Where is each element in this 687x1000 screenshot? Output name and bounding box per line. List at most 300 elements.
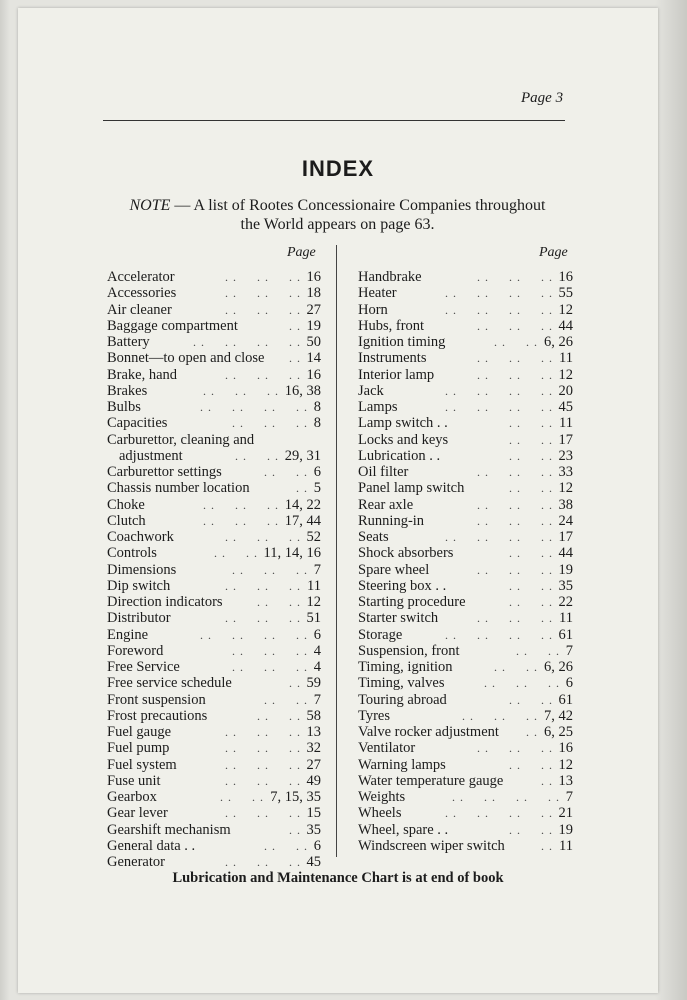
index-page-ref: 27 <box>306 756 321 773</box>
leader-dots: . . . . . . <box>203 497 279 512</box>
leader-dots: . . . . . . <box>484 676 560 691</box>
index-page-ref: 12 <box>558 480 573 497</box>
index-entry <box>358 318 573 334</box>
index-entry <box>358 643 573 659</box>
leader-dots: . . . . . . <box>477 367 553 382</box>
index-term: Warning lamps <box>358 756 446 773</box>
index-term: Chassis number location <box>107 480 250 497</box>
index-page-ref: 35 <box>558 577 573 594</box>
leader-dots: . . . . <box>257 595 301 609</box>
leader-dots: . . . . . . <box>225 270 301 284</box>
index-term: Instruments <box>358 350 427 367</box>
index-term: Choke <box>107 496 145 513</box>
index-entry <box>107 448 321 464</box>
index-entry <box>107 692 321 708</box>
index-page-ref: 15 <box>306 805 321 822</box>
leader-dots: . . . . . . <box>477 741 553 756</box>
index-entry <box>358 773 573 789</box>
note-line-1: — A list of Rootes Concessionaire Companies throughout <box>170 197 546 214</box>
manual-page <box>18 8 658 993</box>
page-number: Page 3 <box>521 90 564 106</box>
index-page-ref: 19 <box>306 317 321 334</box>
index-page-ref: 16 <box>558 269 573 285</box>
index-entry <box>358 594 573 610</box>
leader-dots: . . <box>526 725 538 739</box>
index-entry <box>358 415 573 431</box>
index-page-ref: 6 <box>313 626 321 643</box>
index-page-ref: 18 <box>306 285 321 302</box>
index-page-ref: 16 <box>306 269 321 285</box>
index-left-column <box>107 269 321 870</box>
index-page-ref: 20 <box>558 382 573 399</box>
index-term: Carburettor settings <box>107 464 222 480</box>
index-entry <box>107 350 321 366</box>
index-page-ref: 59 <box>306 675 321 692</box>
index-page-ref: 51 <box>306 610 321 627</box>
index-term: Weights <box>358 789 406 805</box>
index-page-ref: 44 <box>558 317 573 334</box>
leader-dots: . . . . <box>516 643 560 658</box>
index-term: Foreword <box>107 642 164 659</box>
index-page-ref: 16 <box>306 366 321 383</box>
leader-dots: . . . . . . . . <box>445 286 553 301</box>
index-page-ref: 7 <box>313 561 321 578</box>
index-entry <box>107 643 321 659</box>
index-term: Hubs, front <box>358 317 425 334</box>
index-page-ref: 6 <box>313 837 321 854</box>
index-entry <box>358 497 573 513</box>
index-entry <box>107 302 321 318</box>
index-page-ref: 38 <box>558 496 573 513</box>
leader-dots: . . . . . . <box>477 270 553 284</box>
index-entry <box>107 659 321 675</box>
index-page-ref: 35 <box>306 821 321 838</box>
leader-dots: . . . . . . <box>225 855 301 869</box>
index-entry <box>107 529 321 545</box>
index-term: Dimensions <box>107 561 177 578</box>
index-entry <box>358 708 573 724</box>
leader-dots: . . . . . . <box>477 465 553 479</box>
leader-dots: . . <box>289 676 301 691</box>
index-entry <box>107 838 321 854</box>
index-term: Lubrication . . <box>358 447 441 464</box>
index-entry <box>358 529 573 545</box>
leader-dots: . . . . . . <box>232 562 308 577</box>
index-page-ref: 32 <box>306 740 321 757</box>
index-entry <box>358 513 573 529</box>
index-entry <box>107 399 321 415</box>
index-page-ref: 61 <box>558 626 573 643</box>
index-page-ref: 55 <box>558 285 573 302</box>
leader-dots: . . . . <box>509 416 553 431</box>
index-entry <box>358 480 573 496</box>
index-entry <box>107 805 321 821</box>
leader-dots: . . . . <box>509 432 553 447</box>
index-entry <box>107 562 321 578</box>
leader-dots: . . . . <box>494 335 538 349</box>
leader-dots: . . . . . . . . <box>445 806 553 821</box>
index-term: Steering box . . <box>358 577 447 594</box>
index-term: Fuel system <box>107 756 177 773</box>
index-entry <box>358 805 573 821</box>
leader-dots: . . . . . . <box>225 725 301 739</box>
index-term: Accelerator <box>107 269 175 285</box>
page-title: INDEX <box>301 156 375 181</box>
leader-dots: . . . . <box>220 790 264 804</box>
index-term: Timing, ignition <box>358 659 453 675</box>
index-term: Shock absorbers <box>358 545 454 562</box>
index-page-ref: 11 <box>559 837 573 854</box>
index-term: Coachwork <box>107 529 174 545</box>
note-paragraph <box>106 196 569 234</box>
index-term: Lamp switch . . <box>358 415 448 432</box>
leader-dots: . . . . <box>494 660 538 674</box>
index-term: General data . . <box>107 837 196 854</box>
leader-dots: . . . . . . . . <box>445 627 553 642</box>
index-entry <box>107 789 321 805</box>
index-page-ref: 7, 42 <box>544 707 573 724</box>
index-page-ref: 11 <box>559 350 573 367</box>
index-page-ref: 6 <box>313 464 321 480</box>
index-term: Touring abroad <box>358 691 447 708</box>
index-term: Seats <box>358 529 389 545</box>
index-term: Capacities <box>107 415 168 432</box>
index-page-ref: 12 <box>558 366 573 383</box>
index-entry <box>358 545 573 561</box>
index-term: Fuel pump <box>107 740 170 757</box>
index-page-ref: 45 <box>558 399 573 415</box>
index-page-ref: 7 <box>313 691 321 708</box>
index-term: Oil filter <box>358 464 409 480</box>
column-divider <box>336 245 337 857</box>
index-term: Handbrake <box>358 269 422 285</box>
index-term: Lamps <box>358 399 398 415</box>
leader-dots: . . . . <box>509 822 553 837</box>
index-page-ref: 7 <box>565 642 573 659</box>
index-term: Bonnet—to open and close <box>107 350 265 367</box>
leader-dots: . . . . . . <box>477 318 553 333</box>
index-page-ref: 17, 44 <box>284 512 321 529</box>
leader-dots: . . . . . . . . <box>200 400 308 414</box>
index-entry <box>107 594 321 610</box>
index-page-ref: 21 <box>558 805 573 822</box>
index-entry <box>358 627 573 643</box>
index-page-ref: 17 <box>558 529 573 545</box>
index-page-ref: 12 <box>558 301 573 318</box>
index-term: Engine <box>107 626 149 643</box>
leader-dots: . . . . . . <box>203 513 279 528</box>
index-page-ref: 12 <box>558 756 573 773</box>
index-term: Free service schedule <box>107 675 232 692</box>
leader-dots: . . . . <box>264 465 308 479</box>
leader-dots: . . . . <box>509 595 553 609</box>
index-entry <box>107 822 321 838</box>
index-page-ref: 19 <box>558 561 573 578</box>
index-term: Wheel, spare . . <box>358 821 449 838</box>
index-term: Spare wheel <box>358 561 430 578</box>
index-entry <box>358 464 573 480</box>
index-page-ref: 19 <box>558 821 573 838</box>
index-page-ref: 45 <box>306 854 321 870</box>
index-page-ref: 14, 22 <box>284 496 321 513</box>
index-term: Heater <box>358 285 397 302</box>
index-term: Clutch <box>107 512 146 529</box>
leader-dots: . . . . <box>509 546 553 561</box>
index-term: Rear axle <box>358 496 414 513</box>
leader-dots: . . . . <box>214 546 258 561</box>
index-term: Battery <box>107 334 150 350</box>
leader-dots: . . . . <box>509 757 553 772</box>
leader-dots: . . <box>296 481 308 496</box>
leader-dots: . . . . . . <box>203 383 279 398</box>
leader-dots: . . . . <box>509 448 553 463</box>
leader-dots: . . <box>541 838 553 853</box>
index-term: Tyres <box>358 707 391 724</box>
leader-dots: . . . . . . <box>225 302 301 317</box>
footer-note: Lubrication and Maintenance Chart is at end of book <box>172 870 504 886</box>
index-page-ref: 14 <box>306 350 321 367</box>
index-term: Timing, valves <box>358 675 445 692</box>
leader-dots: . . . . . . . . <box>445 530 553 544</box>
index-entry <box>107 740 321 756</box>
index-entry <box>358 578 573 594</box>
index-term: Controls <box>107 545 157 562</box>
index-entry <box>107 318 321 334</box>
index-term: Ventilator <box>358 740 416 757</box>
left-column-header: Page <box>287 245 316 260</box>
index-term: Frost precautions <box>107 707 208 724</box>
leader-dots: . . . . . . . . <box>200 627 308 642</box>
index-entry <box>107 480 321 496</box>
index-page-ref: 6, 26 <box>544 659 573 675</box>
index-term: Jack <box>358 382 384 399</box>
index-entry <box>358 692 573 708</box>
index-entry <box>358 367 573 383</box>
index-entry <box>358 724 573 740</box>
index-entry <box>107 724 321 740</box>
index-page-ref: 29, 31 <box>284 447 321 464</box>
index-term: Front suspension <box>107 691 206 708</box>
index-entry <box>107 627 321 643</box>
index-term: adjustment <box>119 447 183 464</box>
index-page-ref: 7 <box>565 789 573 805</box>
index-page-ref: 49 <box>306 772 321 789</box>
index-term: Baggage compartment <box>107 317 238 334</box>
index-entry <box>107 578 321 594</box>
index-entry <box>358 269 573 285</box>
index-term: Gear lever <box>107 805 168 822</box>
index-term: Storage <box>358 626 403 643</box>
index-right-column <box>358 269 573 854</box>
index-term: Ignition timing <box>358 334 446 350</box>
index-page-ref: 4 <box>313 642 321 659</box>
index-term: Accessories <box>107 285 177 302</box>
index-page-ref: 7, 15, 35 <box>270 789 321 805</box>
index-term: Panel lamp switch <box>358 480 465 497</box>
leader-dots: . . . . . . . . <box>445 400 553 414</box>
index-page-ref: 12 <box>306 594 321 610</box>
index-term: Starter switch <box>358 610 439 627</box>
index-page-ref: 27 <box>306 301 321 318</box>
index-entry <box>107 545 321 561</box>
leader-dots: . . . . . . <box>232 660 308 674</box>
index-entry <box>107 464 321 480</box>
index-term: Dip switch <box>107 577 171 594</box>
leader-dots: . . . . . . <box>477 351 553 366</box>
index-term: Free Service <box>107 659 180 675</box>
index-entry <box>107 415 321 431</box>
leader-dots: . . . . <box>264 838 308 853</box>
index-term: Windscreen wiper switch <box>358 837 505 854</box>
index-entry <box>358 285 573 301</box>
index-term: Running-in <box>358 512 425 529</box>
index-entry <box>358 350 573 366</box>
leader-dots: . . . . . . <box>232 416 308 431</box>
index-entry <box>107 708 321 724</box>
leader-dots: . . . . <box>264 692 308 707</box>
index-page-ref: 6, 26 <box>544 334 573 350</box>
leader-dots: . . . . . . <box>477 611 553 626</box>
index-page-ref: 5 <box>313 480 321 497</box>
index-page-ref: 52 <box>306 529 321 545</box>
leader-dots: . . . . <box>509 481 553 496</box>
index-term: Direction indicators <box>107 594 223 610</box>
index-entry <box>358 789 573 805</box>
leader-dots: . . . . . . <box>225 530 301 544</box>
index-entry <box>358 562 573 578</box>
index-page-ref: 44 <box>558 545 573 562</box>
header-rule <box>103 120 565 121</box>
index-entry <box>358 383 573 399</box>
index-entry <box>107 513 321 529</box>
leader-dots: . . . . . . <box>225 367 301 382</box>
index-term: Suspension, front <box>358 642 460 659</box>
index-page-ref: 50 <box>306 334 321 350</box>
leader-dots: . . . . . . . . <box>445 302 553 317</box>
leader-dots: . . <box>289 822 301 837</box>
index-entry <box>358 838 573 854</box>
leader-dots: . . . . <box>257 708 301 723</box>
leader-dots: . . . . . . <box>225 611 301 626</box>
index-page-ref: 16, 38 <box>284 382 321 399</box>
leader-dots: . . . . <box>235 448 279 463</box>
leader-dots: . . . . . . . . <box>452 790 560 804</box>
index-entry <box>107 367 321 383</box>
index-entry <box>358 740 573 756</box>
index-entry <box>107 610 321 626</box>
leader-dots: . . <box>541 773 553 788</box>
leader-dots: . . . . . . <box>477 562 553 577</box>
index-page-ref: 4 <box>313 659 321 675</box>
leader-dots: . . . . . . . . <box>193 335 301 349</box>
index-term: Brakes <box>107 382 148 399</box>
index-term: Locks and keys <box>358 431 449 448</box>
index-term: Brake, hand <box>107 366 178 383</box>
index-term: Fuel gauge <box>107 724 172 740</box>
leader-dots: . . <box>289 318 301 333</box>
index-term: Wheels <box>358 805 402 822</box>
index-entry <box>107 757 321 773</box>
leader-dots: . . . . . . <box>225 286 301 301</box>
note-line-2: the World appears on page 63. <box>240 216 435 233</box>
index-page-ref: 23 <box>558 447 573 464</box>
index-page-ref: 8 <box>313 415 321 432</box>
index-page-ref: 24 <box>558 512 573 529</box>
index-entry <box>107 285 321 301</box>
index-entry <box>358 448 573 464</box>
leader-dots: . . <box>289 351 301 366</box>
leader-dots: . . . . . . <box>225 757 301 772</box>
index-term: Generator <box>107 854 165 870</box>
index-entry <box>358 757 573 773</box>
index-term: Gearbox <box>107 789 157 805</box>
index-entry <box>107 497 321 513</box>
index-page-ref: 6 <box>565 675 573 692</box>
index-term: Gearshift mechanism <box>107 821 231 838</box>
leader-dots: . . . . . . <box>225 806 301 821</box>
index-page-ref: 11 <box>559 415 573 432</box>
leader-dots: . . . . . . <box>225 773 301 788</box>
note-lead: NOTE <box>129 197 171 214</box>
index-entry <box>107 432 321 448</box>
index-entry <box>107 854 321 870</box>
index-entry <box>107 773 321 789</box>
leader-dots: . . . . <box>509 578 553 593</box>
index-term: Interior lamp <box>358 366 435 383</box>
index-entry <box>107 334 321 350</box>
index-page-ref: 13 <box>558 772 573 789</box>
index-entry <box>358 334 573 350</box>
leader-dots: . . . . <box>509 692 553 707</box>
index-entry <box>358 675 573 691</box>
index-page-ref: 17 <box>558 431 573 448</box>
leader-dots: . . . . . . . . <box>445 383 553 398</box>
index-entry <box>358 399 573 415</box>
index-term: Distributor <box>107 610 171 627</box>
leader-dots: . . . . . . <box>225 578 301 593</box>
index-term: Valve rocker adjustment <box>358 724 499 740</box>
index-term: Fuse unit <box>107 772 161 789</box>
index-term: Bulbs <box>107 399 141 415</box>
index-page-ref: 11 <box>307 577 321 594</box>
index-page-ref: 33 <box>558 464 573 480</box>
index-page-ref: 8 <box>313 399 321 415</box>
right-column-header: Page <box>539 245 568 260</box>
index-entry <box>107 383 321 399</box>
index-page-ref: 13 <box>306 724 321 740</box>
leader-dots: . . . . . . <box>462 708 538 723</box>
index-page-ref: 6, 25 <box>544 724 573 740</box>
index-term: Starting procedure <box>358 594 466 610</box>
leader-dots: . . . . . . <box>477 513 553 528</box>
index-term: Carburettor, cleaning and <box>107 431 255 448</box>
index-entry <box>358 302 573 318</box>
index-page-ref: 11, 14, 16 <box>263 545 321 562</box>
index-term: Water temperature gauge <box>358 772 504 789</box>
index-entry <box>358 822 573 838</box>
index-term: Horn <box>358 301 388 318</box>
index-entry <box>358 610 573 626</box>
leader-dots: . . . . . . <box>232 643 308 658</box>
index-page-ref: 58 <box>306 707 321 724</box>
index-page-ref: 16 <box>558 740 573 757</box>
leader-dots: . . . . . . <box>225 741 301 756</box>
index-entry <box>107 675 321 691</box>
leader-dots: . . . . . . <box>477 497 553 512</box>
index-entry <box>107 269 321 285</box>
index-page-ref: 11 <box>559 610 573 627</box>
index-page-ref: 22 <box>558 594 573 610</box>
